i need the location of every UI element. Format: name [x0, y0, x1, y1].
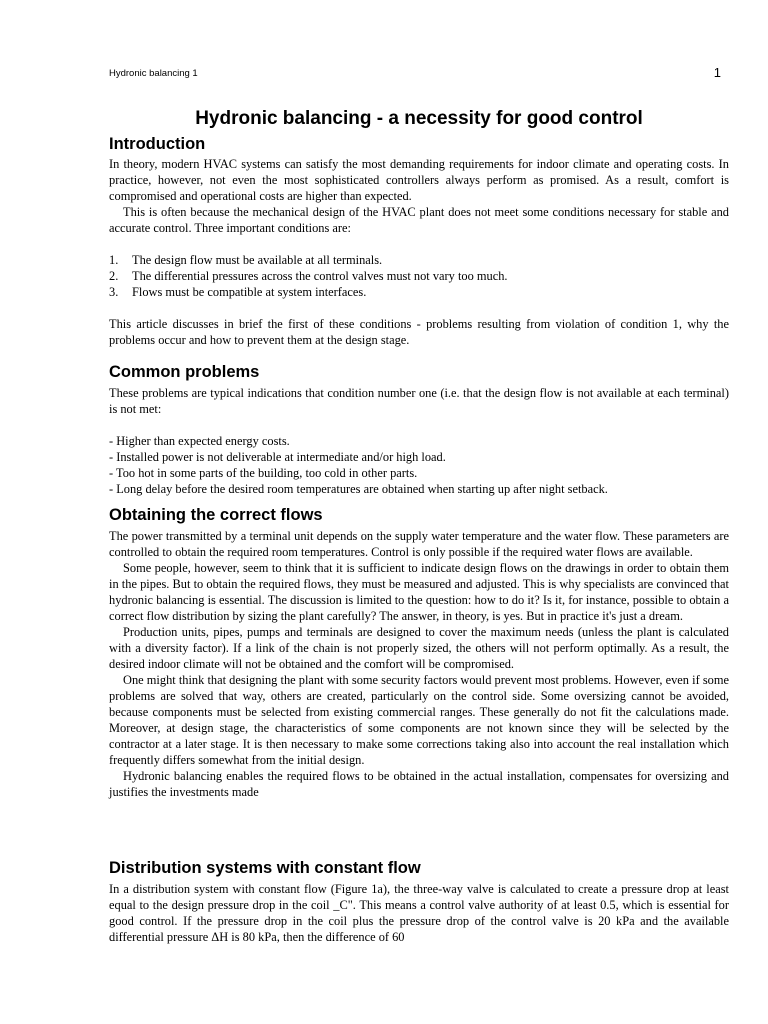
paragraph: In a distribution system with constant flow (Figure 1a), the three-way valve is calculated to create a pressure drop at least equal to the design pressure drop in the coil _C". This means a control valve authority of at least 0.5, which is essential for good control. If the pressure drop in the coil plus the pressure drop of the control valve is 20 kPa and the available differential pressure ΔH is 80 kPa, then the difference of 60: [109, 882, 729, 944]
running-title: Hydronic balancing 1: [109, 68, 198, 79]
page-number: 1: [713, 65, 721, 80]
paragraph: The power transmitted by a terminal unit depends on the supply water temperature and the water flow. These parameters are controlled to obtain the required room temperatures. Control is only possible if the required water flows are available.: [109, 529, 729, 559]
paragraph: Some people, however, seem to think that it is sufficient to indicate design flows on the drawings in order to obtain them in the pipes. But to obtain the required flows, they must be measured and adjusted. This is why specialists are convinced that hydronic balancing is essential. The discussion is limited to the question: how to do it? Is it, for instance, possible to obtain a correct flow distribution by sizing the plant carefully? The answer, in theory, is yes. But in practice it's just a dream.: [109, 561, 729, 623]
conditions-list: [109, 252, 729, 300]
paragraph: In theory, modern HVAC systems can satisfy the most demanding requirements for indoor climate and operating costs. In practice, however, not even the most sophisticated controllers always perform as promised. As a result, comfort is compromised and operational costs are higher than expected.: [109, 157, 729, 203]
list-number: 3.: [109, 285, 119, 299]
paragraph: Production units, pipes, pumps and terminals are designed to cover the maximum needs (unless the plant is calculated with a diversity factor). If a link of the chain is not properly sized, the others will not perform optimally. As a result, the desired indoor climate will not be obtained and the comfort will be compromised.: [109, 625, 729, 671]
list-item: [109, 252, 729, 268]
paragraph: One might think that designing the plant with some security factors would prevent most problems. However, even if some problems are solved that way, others are created, particularly on the control side. Some oversizing cannot be avoided, because components must be selected from existing commercial ranges. These generally do not fit the calculations made. Moreover, at design stage, the characteristics of some components are not known since they will be selected by the contractor at a later stage. It is then necessary to make some corrections taking also into account the real installation which frequently differs somewhat from the initial design.: [109, 673, 729, 767]
list-number: 2.: [109, 269, 119, 283]
section-heading-correct-flows: Obtaining the correct flows: [109, 506, 323, 524]
paragraph: Hydronic balancing enables the required flows to be obtained in the actual installation, compensates for oversizing and justifies the investments made: [109, 769, 729, 799]
section-heading-common-problems: Common problems: [109, 363, 260, 381]
document-title: Hydronic balancing - a necessity for good control: [195, 108, 643, 129]
common-problems-body: [109, 385, 729, 497]
list-text: The differential pressures across the control valves must not vary too much.: [132, 269, 508, 283]
paragraph: This is often because the mechanical design of the HVAC plant does not meet some conditions necessary for stable and accurate control. Three important conditions are:: [109, 205, 729, 235]
problems-list: [109, 433, 729, 497]
running-header: [109, 65, 721, 84]
list-item: [109, 268, 729, 284]
list-item: - Long delay before the desired room temperatures are obtained when starting up after night setback.: [109, 482, 608, 496]
constant-flow-body: [109, 881, 729, 945]
list-item: - Too hot in some parts of the building, too cold in other parts.: [109, 466, 418, 480]
list-text: The design flow must be available at all terminals.: [132, 253, 383, 267]
section-heading-constant-flow: Distribution systems with constant flow: [109, 859, 421, 877]
list-number: 1.: [109, 253, 119, 267]
section-heading-introduction: Introduction: [109, 135, 206, 153]
correct-flows-body: [109, 528, 729, 800]
list-item: - Higher than expected energy costs.: [109, 434, 290, 448]
paragraph: This article discusses in brief the first of these conditions - problems resulting from violation of condition 1, why the problems occur and how to prevent them at the design stage.: [109, 317, 729, 347]
list-text: Flows must be compatible at system interfaces.: [132, 285, 367, 299]
list-item: - Installed power is not deliverable at intermediate and/or high load.: [109, 450, 446, 464]
introduction-body: [109, 156, 729, 348]
list-item: [109, 284, 729, 300]
paragraph: These problems are typical indications that condition number one (i.e. that the design flow is not available at each terminal) is not met:: [109, 386, 729, 416]
